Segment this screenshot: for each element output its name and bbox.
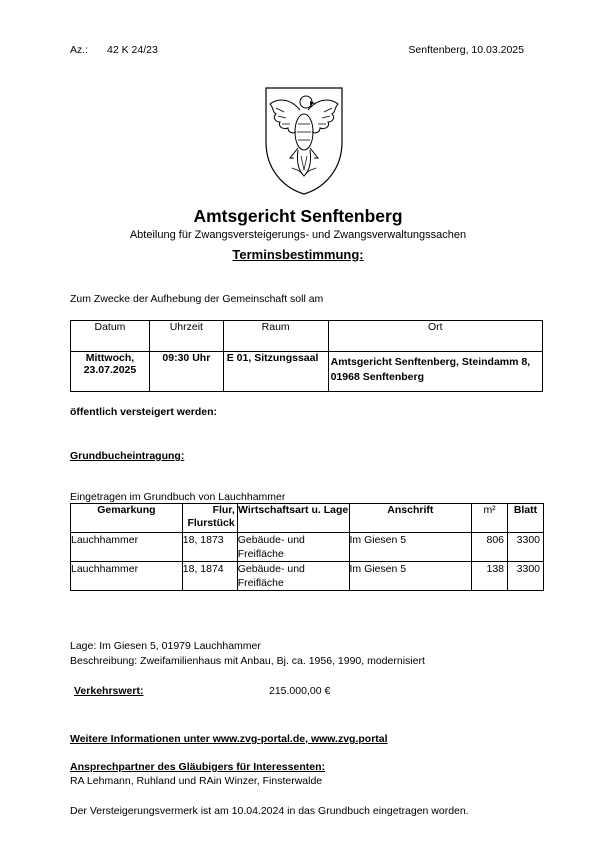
header-uhrzeit: Uhrzeit bbox=[149, 321, 223, 352]
contact-heading: Ansprechpartner des Gläubigers für Interessenten: bbox=[70, 761, 325, 773]
cell-wirtschaftsart: Gebäude- und Freifläche bbox=[237, 533, 349, 562]
appointment-time: 09:30 Uhr bbox=[149, 352, 223, 392]
appointment-row bbox=[71, 352, 543, 392]
market-value: 215.000,00 € bbox=[269, 685, 331, 697]
appointment-room: E 01, Sitzungssaal bbox=[223, 352, 328, 392]
header-anschrift: Anschrift bbox=[349, 504, 472, 533]
footer-note: Der Versteigerungsvermerk ist am 10.04.2024 in das Grundbuch eingetragen worden. bbox=[70, 805, 469, 817]
place-date: Senftenberg, 10.03.2025 bbox=[408, 44, 524, 56]
cell-m2: 806 bbox=[472, 533, 508, 562]
appointment-location: Amtsgericht Senftenberg, Steindamm 8, 01968 Senftenberg bbox=[328, 352, 542, 392]
land-register-intro: Eingetragen im Grundbuch von Lauchhammer bbox=[70, 491, 286, 503]
court-department: Abteilung für Zwangsversteigerungs- und Zwangsverwaltungssachen bbox=[129, 229, 467, 241]
header-datum: Datum bbox=[71, 321, 150, 352]
contact-text: RA Lehmann, Ruhland und RAin Winzer, Finsterwalde bbox=[70, 775, 323, 787]
more-info-link[interactable]: Weitere Informationen unter www.zvg-portal.de, www.zvg.portal bbox=[70, 733, 388, 745]
header-raum: Raum bbox=[223, 321, 328, 352]
property-location: Lage: Im Giesen 5, 01979 Lauchhammer bbox=[70, 640, 261, 652]
case-number-value: 42 K 24/23 bbox=[107, 44, 158, 56]
court-name: Amtsgericht Senftenberg bbox=[193, 206, 403, 226]
auction-text: öffentlich versteigert werden: bbox=[70, 406, 218, 418]
cell-flur: 18, 1874 bbox=[182, 562, 237, 591]
land-register-table bbox=[70, 503, 544, 591]
land-register-heading: Grundbucheintragung: bbox=[70, 450, 185, 462]
appointment-header-row bbox=[71, 321, 543, 352]
cell-wirtschaftsart: Gebäude- und Freifläche bbox=[237, 562, 349, 591]
header-gemarkung: Gemarkung bbox=[71, 504, 183, 533]
cell-blatt: 3300 bbox=[508, 562, 544, 591]
cell-gemarkung: Lauchhammer bbox=[71, 562, 183, 591]
cell-flur: 18, 1873 bbox=[182, 533, 237, 562]
header-blatt: Blatt bbox=[508, 504, 544, 533]
appointment-date: Mittwoch, 23.07.2025 bbox=[71, 352, 150, 392]
case-number-label: Az.: bbox=[70, 44, 89, 56]
header-wirtschaftsart: Wirtschaftsart u. Lage bbox=[237, 504, 349, 533]
document-title: Terminsbestimmung: bbox=[232, 247, 364, 262]
property-description: Beschreibung: Zweifamilienhaus mit Anbau, Bj. ca. 1956, 1990, modernisiert bbox=[70, 655, 425, 667]
cell-anschrift: Im Giesen 5 bbox=[349, 562, 472, 591]
table-row bbox=[71, 562, 544, 591]
cell-m2: 138 bbox=[472, 562, 508, 591]
appointment-table bbox=[70, 320, 543, 392]
case-number bbox=[70, 44, 174, 56]
market-value-label: Verkehrswert: bbox=[74, 685, 144, 697]
header-flur: Flur, Flurstück bbox=[182, 504, 237, 533]
header-m2: m² bbox=[472, 504, 508, 533]
land-register-header-row bbox=[71, 504, 544, 533]
cell-blatt: 3300 bbox=[508, 533, 544, 562]
header-ort: Ort bbox=[328, 321, 542, 352]
cell-anschrift: Im Giesen 5 bbox=[349, 533, 472, 562]
coat-of-arms-eagle-icon bbox=[262, 84, 346, 196]
cell-gemarkung: Lauchhammer bbox=[71, 533, 183, 562]
table-row bbox=[71, 533, 544, 562]
intro-text: Zum Zwecke der Aufhebung der Gemeinschaft soll am bbox=[70, 293, 324, 305]
